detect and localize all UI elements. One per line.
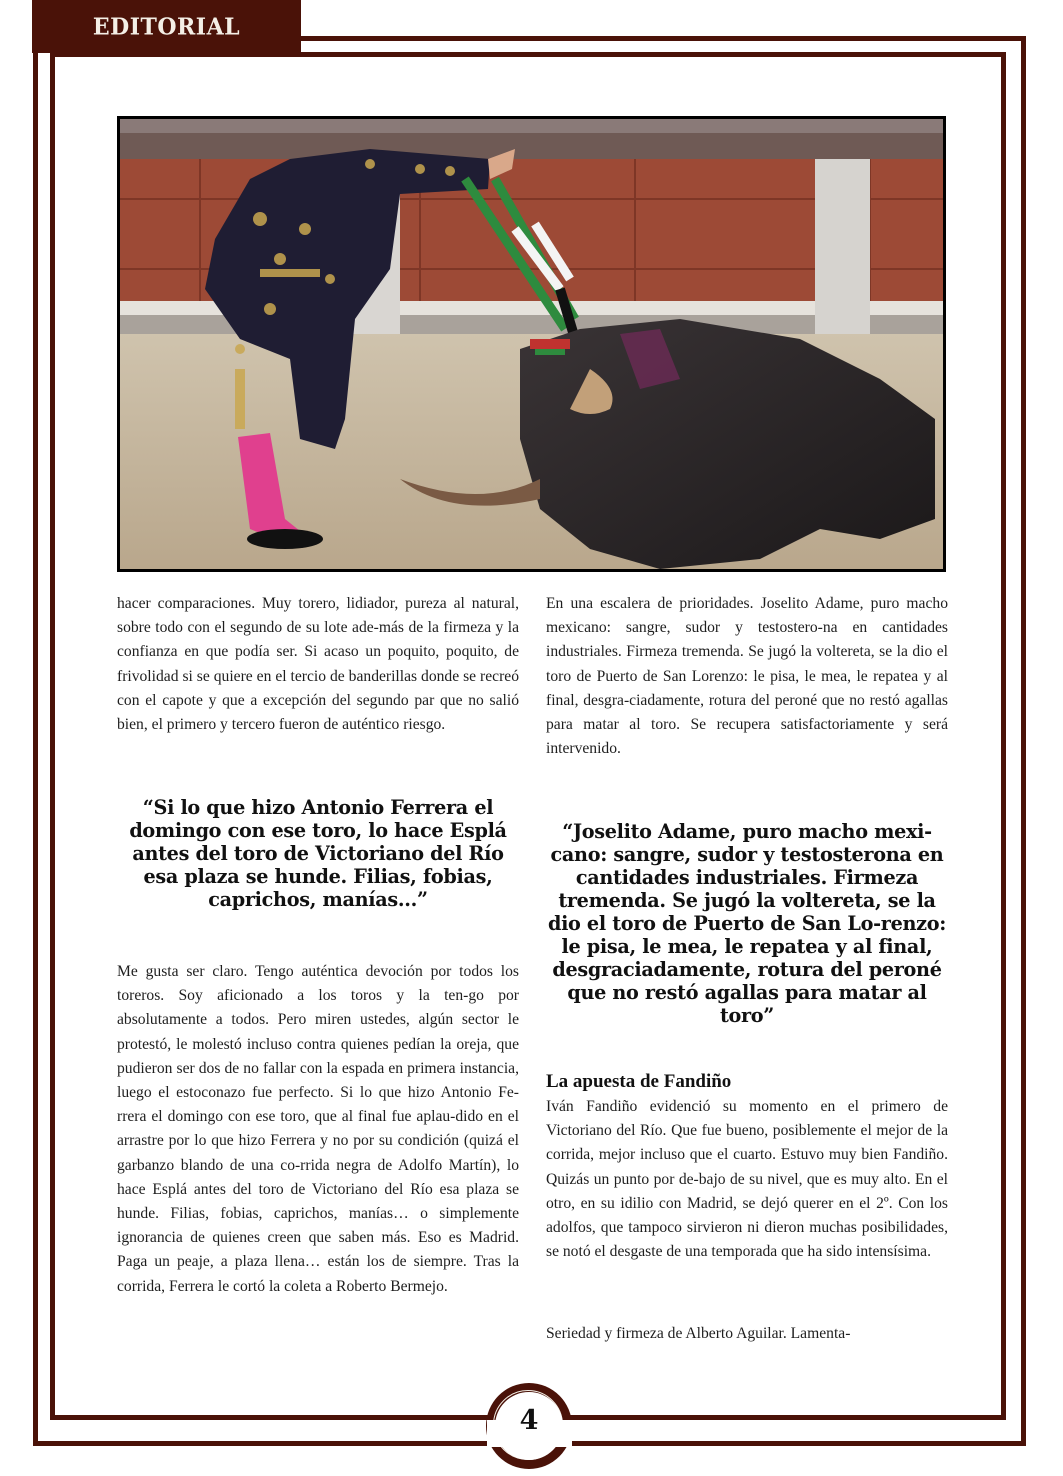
bullfight-photo-illustration [120, 119, 943, 569]
right-column-paragraph-1 [546, 592, 948, 761]
right-column-paragraph-3 [546, 1322, 948, 1346]
paragraph-text: Iván Fandiño evidenció su momento en el primero de Victoriano del Río. Que fue bueno, posiblemente el mejor de la corrida, mejor incluso que el cuarto. Estuvo muy bien Fandiño. Quizás un punto por de-bajo de su nivel, que es muy alto. En el otro, en su idilio con Madrid, se dejó querer en el 2º. Con los adolfos, que tampoco sirvieron ni dieron muchas posibilidades, se notó el desgaste de una temporada que ha sido intensísima. [546, 1098, 948, 1261]
right-pull-quote: “Joselito Adame, puro macho mexi-cano: sangre, sudor y testosterona en cantidades industriales. Firmeza tremenda. Se jugó la voltereta, se la dio el toro de Puerto de San Lo-renzo: le pisa, le mea, le repatea y al final, desgraciadamente, rotura del peroné que no restó agallas para matar al toro” [547, 820, 947, 1027]
left-column-paragraph-1 [117, 592, 519, 737]
paragraph-text: hacer comparaciones. Muy torero, lidiador, pureza al natural, sobre todo con el segundo de su lote ade-más de la firmeza y la confianza en que podía ser. Si acaso un poquito, poquito, de frivolidad si se quiere en el tercio de banderillas donde se recreó con el capote y que a excepción del segundo par que no salió bien, el primero y tercero fueron de auténtico riesgo. [117, 595, 519, 734]
right-column-paragraph-2 [546, 1095, 948, 1264]
section-tab [32, 0, 301, 53]
paragraph-text: Me gusta ser claro. Tengo auténtica devoción por todos los toreros. Soy aficionado a los toros y la ten-go por absolutamente a todos. Pero miren ustedes, algún sector le protestó, le molestó incluso contra quienes pedían la oreja, que pudieron ser dos de no fallar con la espada en primera instancia, luego el estoconazo fue perfecto. Si lo que hizo Antonio Fe-rrera el domingo con ese toro, que al final fue aplau-dido en el arrastre por lo que hizo Ferrera y no por su condición (quizá el garbanzo blando de una co-rrida negra de Adolfo Martín), lo hace Esplá antes del toro de Victoriano del Río esa plaza se hunde. Filias, fobias, caprichos, manías… o simplemente ignorancia de quienes creen que saben más. Eso es Madrid. Paga un peaje, a plaza llena… están los de siempre. Tras la corrida, Ferrera le cortó la coleta a Roberto Bermejo. [117, 963, 519, 1295]
article-photo [117, 116, 946, 572]
section-subheading: La apuesta de Fandiño [546, 1071, 732, 1092]
paragraph-text: Seriedad y firmeza de Alberto Aguilar. Lamenta- [546, 1325, 851, 1342]
left-column-paragraph-2 [117, 960, 519, 1299]
page-number: 4 [519, 1405, 539, 1436]
paragraph-text: En una escalera de prioridades. Joselito Adame, puro macho mexicano: sangre, sudor y testostero-na en cantidades industriales. Firmeza tremenda. Se jugó la voltereta, se la dio el toro de Puerto de San Lorenzo: le pisa, le mea, le repatea y al final, desgra-ciadamente, rotura del peroné que no restó agallas para matar al toro. Se recupera satisfactoriamente y será intervenido. [546, 595, 948, 758]
left-pull-quote: “Si lo que hizo Antonio Ferrera el domingo con ese toro, lo hace Esplá antes del toro de Victoriano del Río esa plaza se hunde. Filias, fobias, caprichos, manías...” [129, 796, 507, 911]
section-label: EDITORIAL [92, 12, 241, 41]
